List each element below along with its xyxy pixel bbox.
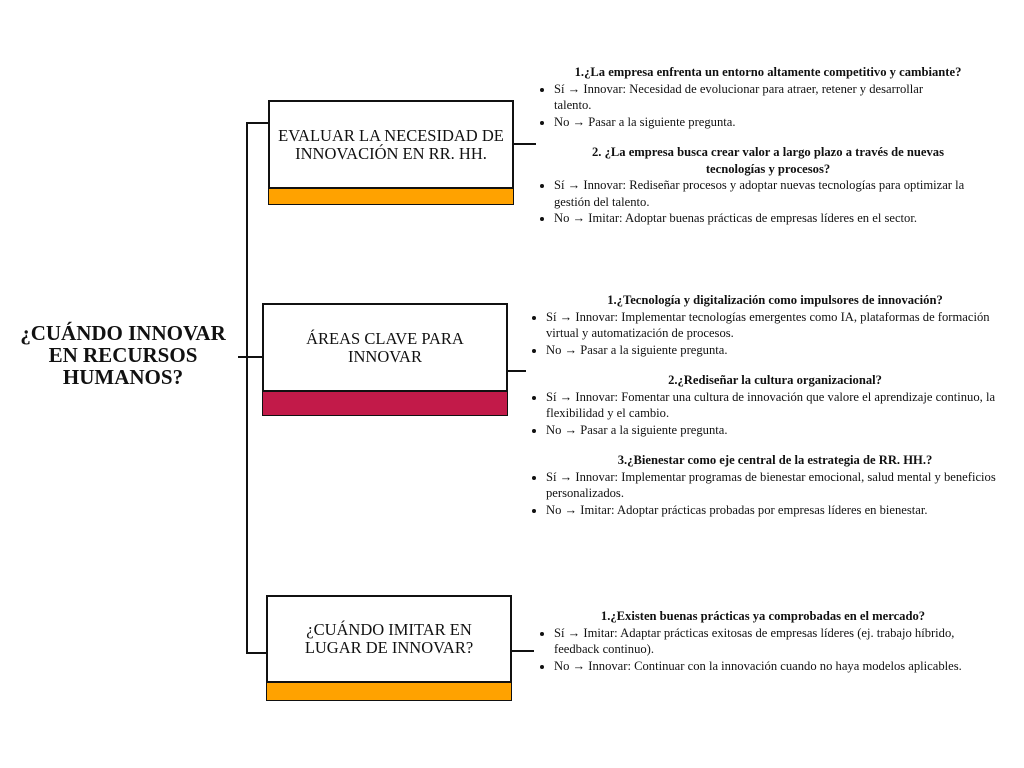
answer-item: • No → Pasar a la siguiente pregunta.	[546, 422, 1020, 439]
answer-item: • Sí → Innovar: Implementar tecnologías emergentes como IA, plataformas de formación virtual y automatización de procesos.	[546, 309, 1020, 342]
answer-item: • No → Imitar: Adoptar buenas prácticas de empresas líderes en el sector.	[554, 210, 998, 227]
question-heading: 3.¿Bienestar como eje central de la estrategia de RR. HH.?	[617, 453, 933, 467]
branch-bar-areas	[262, 391, 508, 416]
answer-item: • No → Pasar a la siguiente pregunta.	[546, 342, 1020, 359]
question-heading: 1.¿Tecnología y digitalización como impulsores de innovación?	[607, 293, 943, 307]
answer-item: • Sí → Innovar: Implementar programas de bienestar emocional, salud mental y beneficios personalizados.	[546, 469, 1020, 502]
question-heading: 2. ¿La empresa busca crear valor a largo plazo a través de nuevas tecnologías y procesos?	[591, 145, 945, 176]
answer-item: • No → Imitar: Adoptar prácticas probadas por empresas líderes en bienestar.	[546, 502, 1020, 519]
branch-label-imitar: ¿CUÁNDO IMITAR EN LUGAR DE INNOVAR?	[304, 620, 474, 657]
answer-item: • Sí → Innovar: Rediseñar procesos y adoptar nuevas tecnologías para optimizar la gestión del talento.	[554, 177, 998, 210]
detail-panel-areas	[530, 292, 1020, 518]
root-title: ¿CUÁNDO INNOVAR EN RECURSOS HUMANOS?	[20, 321, 226, 389]
detail-panel-evaluar	[538, 64, 998, 227]
branch-bar-imitar	[266, 682, 512, 701]
connector-branch-2	[246, 356, 262, 358]
branch-box-evaluar	[268, 100, 514, 189]
branch-box-imitar	[266, 595, 512, 683]
answer-item: • No → Pasar a la siguiente pregunta.	[554, 114, 998, 131]
answer-item: • Sí → Innovar: Fomentar una cultura de innovación que valore el aprendizaje continuo, la flexibilidad y el cambio.	[546, 389, 1020, 422]
branch-box-areas	[262, 303, 508, 392]
connector-panel-2	[506, 370, 526, 372]
answer-item: • Sí → Imitar: Adaptar prácticas exitosas de empresas líderes (ej. trabajo híbrido, feedback continuo).	[554, 625, 988, 658]
branch-bar-evaluar	[268, 188, 514, 205]
answer-item: • No → Innovar: Continuar con la innovación cuando no haya modelos aplicables.	[554, 658, 988, 675]
branch-label-areas: ÁREAS CLAVE PARA INNOVAR	[306, 328, 464, 366]
connector-panel-3	[510, 650, 534, 652]
question-heading: 1.¿La empresa enfrenta un entorno altamente competitivo y cambiante?	[574, 65, 962, 79]
question-heading: 2.¿Rediseñar la cultura organizacional?	[668, 373, 882, 387]
connector-branch-1	[246, 122, 268, 124]
answer-item: • Sí → Innovar: Necesidad de evolucionar para atraer, retener y desarrollar talento.	[554, 81, 998, 114]
detail-panel-imitar	[538, 608, 988, 674]
connector-panel-1	[512, 143, 536, 145]
question-heading: 1.¿Existen buenas prácticas ya comprobadas en el mercado?	[600, 609, 926, 623]
branch-label-evaluar: EVALUAR LA NECESIDAD DE INNOVACIÓN EN RR. HH.	[278, 125, 504, 163]
main-vertical-connector	[246, 122, 248, 654]
connector-branch-3	[246, 652, 268, 654]
